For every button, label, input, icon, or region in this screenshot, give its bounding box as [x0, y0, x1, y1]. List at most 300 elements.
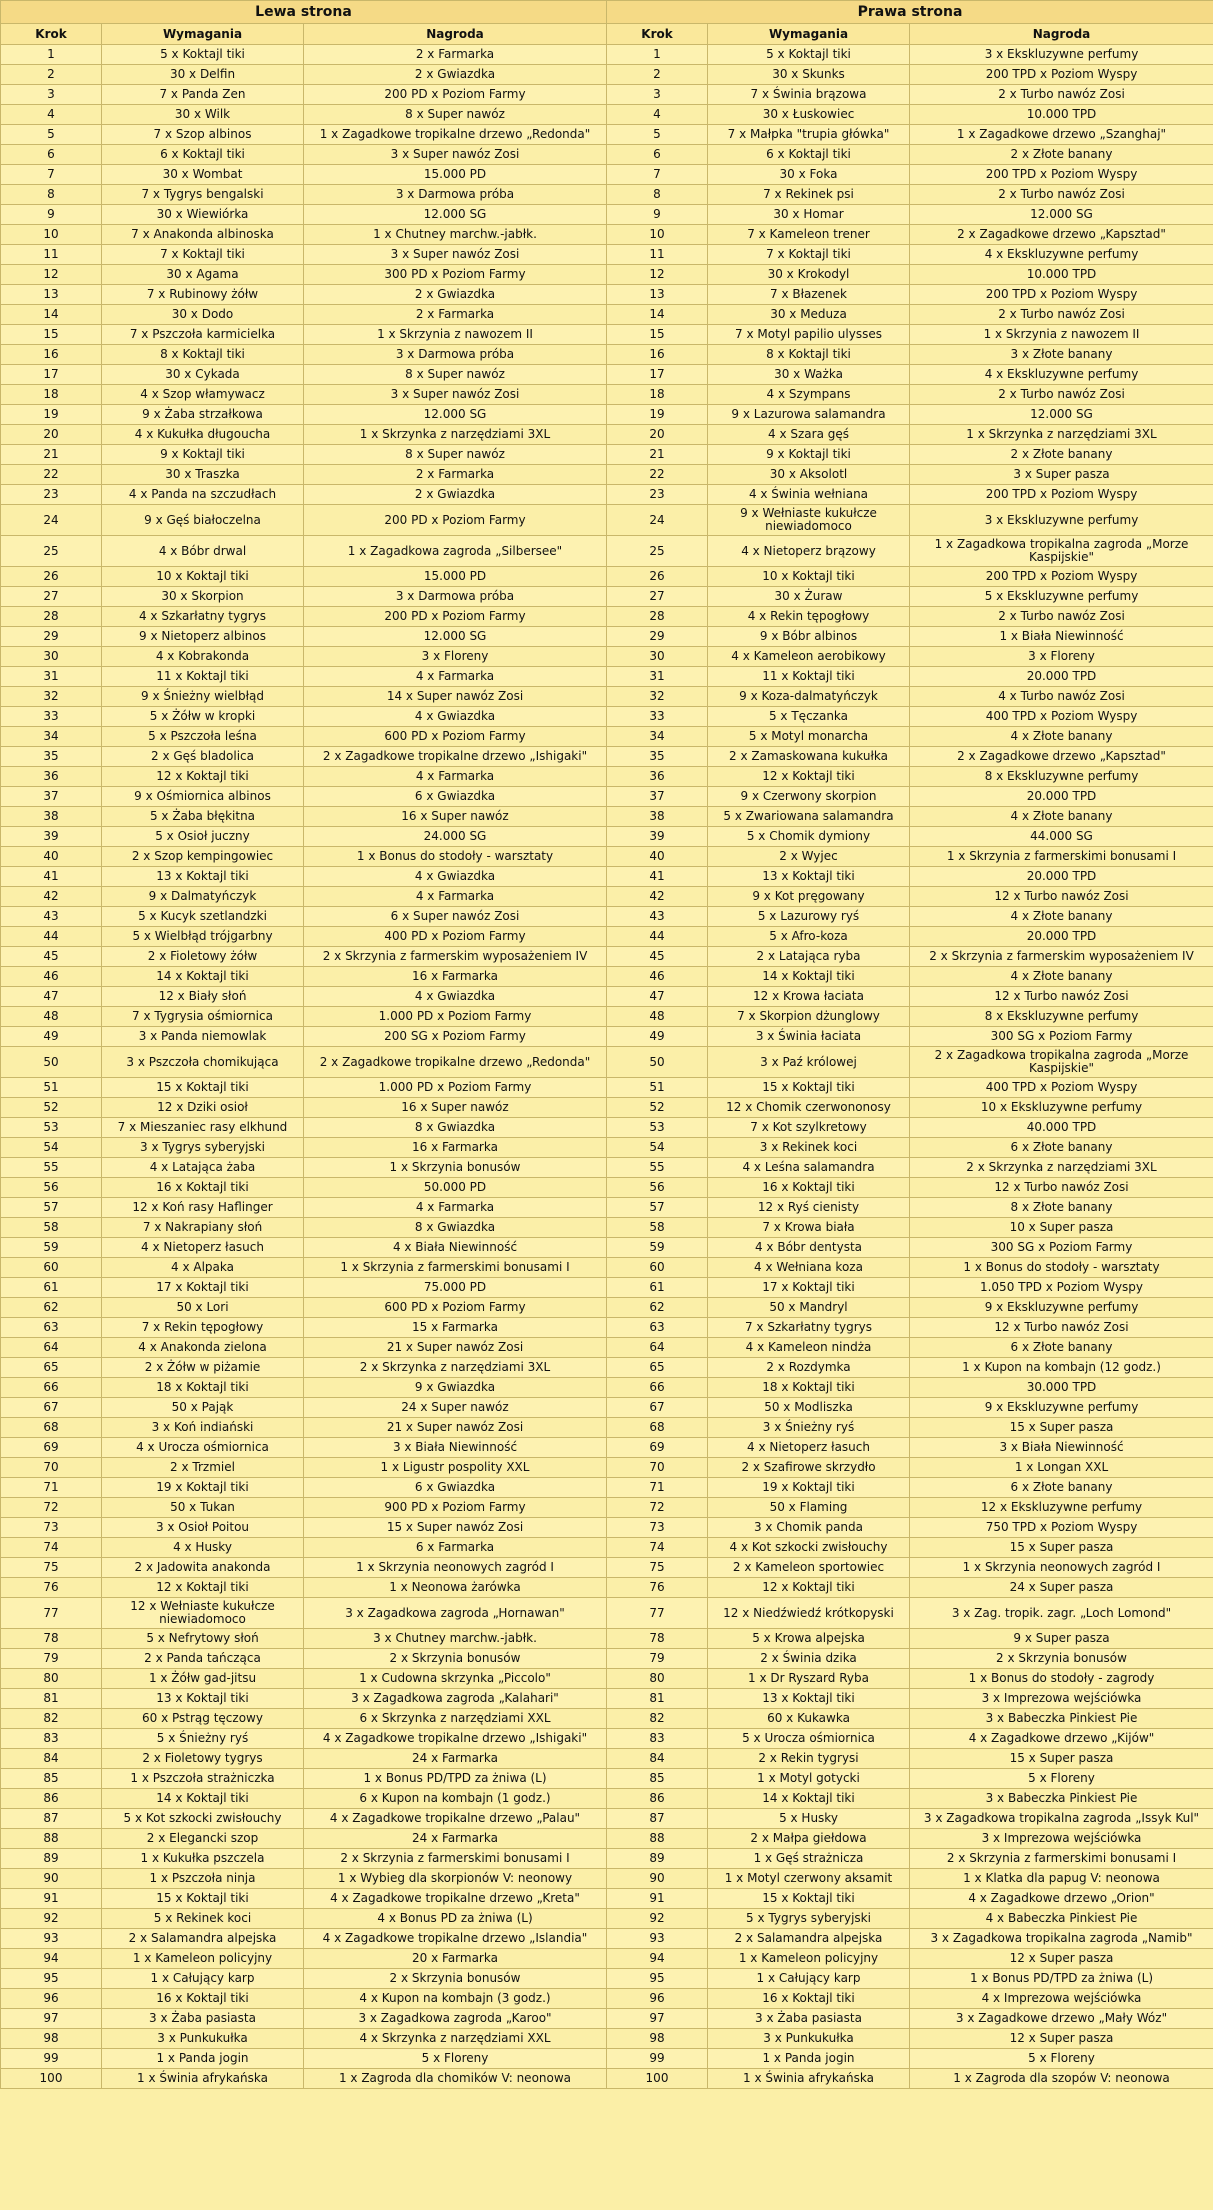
left-requirement-cell: 9 x Koktajl tiki: [102, 445, 304, 465]
table-row: [1, 807, 1213, 827]
left-requirement-cell: 9 x Gęś białoczelna: [102, 505, 304, 536]
right-reward-cell: 1 x Longan XXL: [910, 1458, 1213, 1478]
table-row: [1, 1258, 1213, 1278]
left-reward-cell: 1 x Ligustr pospolity XXL: [304, 1458, 607, 1478]
right-reward-cell: 15 x Super pasza: [910, 1538, 1213, 1558]
left-requirement-cell: 9 x Żaba strzałkowa: [102, 405, 304, 425]
left-requirement-cell: 7 x Koktajl tiki: [102, 245, 304, 265]
right-requirement-cell: 1 x Gęś strażnicza: [708, 1849, 910, 1869]
right-reward-cell: 4 x Imprezowa wejściówka: [910, 1989, 1213, 2009]
left-reward-cell: 4 x Kupon na kombajn (3 godz.): [304, 1989, 607, 2009]
left-requirement-cell: 19 x Koktajl tiki: [102, 1478, 304, 1498]
left-step-cell: 48: [1, 1007, 102, 1027]
right-reward-cell: 2 x Zagadkowa tropikalna zagroda „Morze Kaspijskie": [910, 1047, 1213, 1078]
left-requirement-cell: 9 x Dalmatyńczyk: [102, 887, 304, 907]
right-reward-cell: 1 x Zagadkowe drzewo „Szanghaj": [910, 125, 1213, 145]
right-requirement-cell: 5 x Lazurowy ryś: [708, 907, 910, 927]
right-reward-cell: 300 SG x Poziom Farmy: [910, 1238, 1213, 1258]
right-step-cell: 9: [607, 205, 708, 225]
left-requirement-cell: 3 x Tygrys syberyjski: [102, 1138, 304, 1158]
right-step-cell: 37: [607, 787, 708, 807]
left-step-cell: 5: [1, 125, 102, 145]
right-requirement-cell: 2 x Szafirowe skrzydło: [708, 1458, 910, 1478]
left-step-cell: 17: [1, 365, 102, 385]
right-step-cell: 58: [607, 1218, 708, 1238]
right-requirement-cell: 30 x Ważka: [708, 365, 910, 385]
left-reward-cell: 16 x Farmarka: [304, 967, 607, 987]
left-requirement-cell: 4 x Kobrakonda: [102, 647, 304, 667]
right-step-cell: 88: [607, 1829, 708, 1849]
left-reward-cell: 14 x Super nawóz Zosi: [304, 687, 607, 707]
left-step-cell: 22: [1, 465, 102, 485]
left-step-cell: 68: [1, 1418, 102, 1438]
right-reward-cell: 4 x Babeczka Pinkiest Pie: [910, 1909, 1213, 1929]
left-step-cell: 7: [1, 165, 102, 185]
left-requirement-cell: 7 x Mieszaniec rasy elkhund: [102, 1118, 304, 1138]
side-header-row: [1, 1, 1213, 24]
right-step-cell: 63: [607, 1318, 708, 1338]
right-step-cell: 42: [607, 887, 708, 907]
left-requirement-cell: 2 x Salamandra alpejska: [102, 1929, 304, 1949]
left-step-cell: 6: [1, 145, 102, 165]
right-requirement-cell: 11 x Koktajl tiki: [708, 667, 910, 687]
right-reward-cell: 12 x Super pasza: [910, 2029, 1213, 2049]
right-step-cell: 90: [607, 1869, 708, 1889]
table-row: [1, 385, 1213, 405]
table-row: [1, 887, 1213, 907]
left-requirement-cell: 4 x Kukułka długoucha: [102, 425, 304, 445]
left-requirement-cell: 15 x Koktajl tiki: [102, 1889, 304, 1909]
right-reward-cell: 1 x Bonus do stodoły - warsztaty: [910, 1258, 1213, 1278]
right-requirement-cell: 2 x Latająca ryba: [708, 947, 910, 967]
left-reward-cell: 400 PD x Poziom Farmy: [304, 927, 607, 947]
left-step-cell: 36: [1, 767, 102, 787]
left-reward-cell: 5 x Floreny: [304, 2049, 607, 2069]
left-reward-cell: 200 PD x Poziom Farmy: [304, 85, 607, 105]
right-step-cell: 71: [607, 1478, 708, 1498]
right-reward-cell: 9 x Super pasza: [910, 1629, 1213, 1649]
left-requirement-cell: 12 x Dziki osioł: [102, 1098, 304, 1118]
right-step-cell: 62: [607, 1298, 708, 1318]
table-row: [1, 707, 1213, 727]
right-requirement-cell: 30 x Foka: [708, 165, 910, 185]
right-reward-cell: 12 x Turbo nawóz Zosi: [910, 987, 1213, 1007]
left-reward-cell: 4 x Skrzynka z narzędziami XXL: [304, 2029, 607, 2049]
right-requirement-cell: 2 x Kameleon sportowiec: [708, 1558, 910, 1578]
left-step-cell: 34: [1, 727, 102, 747]
right-requirement-cell: 7 x Kot szylkretowy: [708, 1118, 910, 1138]
right-requirement-cell: 9 x Wełniaste kukułcze niewiadomoco: [708, 505, 910, 536]
left-reward-cell: 1 x Skrzynia neonowych zagród I: [304, 1558, 607, 1578]
left-step-cell: 21: [1, 445, 102, 465]
left-reward-cell: 12.000 SG: [304, 205, 607, 225]
left-step-cell: 1: [1, 45, 102, 65]
right-step-cell: 33: [607, 707, 708, 727]
left-step-cell: 85: [1, 1769, 102, 1789]
left-requirement-cell: 13 x Koktajl tiki: [102, 1689, 304, 1709]
left-step-cell: 19: [1, 405, 102, 425]
left-step-cell: 44: [1, 927, 102, 947]
left-requirement-cell: 7 x Rekin tępogłowy: [102, 1318, 304, 1338]
left-step-cell: 93: [1, 1929, 102, 1949]
left-step-cell: 61: [1, 1278, 102, 1298]
right-reward-cell: 4 x Złote banany: [910, 727, 1213, 747]
right-requirement-cell: 4 x Bóbr dentysta: [708, 1238, 910, 1258]
right-step-cell: 57: [607, 1198, 708, 1218]
right-reward-cell: 1.050 TPD x Poziom Wyspy: [910, 1278, 1213, 1298]
right-reward-cell: 15 x Super pasza: [910, 1418, 1213, 1438]
table-row: [1, 1949, 1213, 1969]
left-requirement-cell: 10 x Koktajl tiki: [102, 567, 304, 587]
left-reward-cell: 2 x Gwiazdka: [304, 485, 607, 505]
right-step-cell: 2: [607, 65, 708, 85]
right-step-cell: 56: [607, 1178, 708, 1198]
right-requirement-cell: 3 x Paź królowej: [708, 1047, 910, 1078]
left-reward-cell: 1.000 PD x Poziom Farmy: [304, 1078, 607, 1098]
left-reward-cell: 6 x Farmarka: [304, 1538, 607, 1558]
right-requirement-cell: 9 x Czerwony skorpion: [708, 787, 910, 807]
left-requirement-cell: 1 x Świnia afrykańska: [102, 2069, 304, 2089]
right-requirement-cell: 13 x Koktajl tiki: [708, 1689, 910, 1709]
right-requirement-cell: 50 x Modliszka: [708, 1398, 910, 1418]
left-requirement-cell: 7 x Panda Zen: [102, 85, 304, 105]
left-step-cell: 23: [1, 485, 102, 505]
left-step-cell: 11: [1, 245, 102, 265]
right-step-cell: 52: [607, 1098, 708, 1118]
right-requirement-cell: 1 x Motyl czerwony aksamit: [708, 1869, 910, 1889]
right-requirement-cell: 7 x Koktajl tiki: [708, 245, 910, 265]
right-reward-cell: 5 x Floreny: [910, 2049, 1213, 2069]
left-reward-cell: 15.000 PD: [304, 567, 607, 587]
left-reward-cell: 1 x Zagadkowa zagroda „Silbersee": [304, 536, 607, 567]
table-row: [1, 1198, 1213, 1218]
right-reward-cell: 20.000 TPD: [910, 867, 1213, 887]
left-reward-cell: 2 x Skrzynia bonusów: [304, 1969, 607, 1989]
right-requirement-cell: 12 x Krowa łaciata: [708, 987, 910, 1007]
table-row: [1, 1378, 1213, 1398]
left-requirement-cell: 1 x Kukułka pszczela: [102, 1849, 304, 1869]
right-requirement-cell: 16 x Koktajl tiki: [708, 1178, 910, 1198]
left-requirement-cell: 1 x Kameleon policyjny: [102, 1949, 304, 1969]
right-reward-cell: 12 x Super pasza: [910, 1949, 1213, 1969]
right-requirement-cell: 2 x Wyjec: [708, 847, 910, 867]
right-requirement-cell: 2 x Rekin tygrysi: [708, 1749, 910, 1769]
column-header-row: [1, 24, 1213, 45]
left-step-cell: 14: [1, 305, 102, 325]
table-row: [1, 65, 1213, 85]
right-requirement-cell: 14 x Koktajl tiki: [708, 967, 910, 987]
right-requirement-cell: 3 x Śnieżny ryś: [708, 1418, 910, 1438]
left-reward-cell: 6 x Super nawóz Zosi: [304, 907, 607, 927]
right-reward-cell: 8 x Ekskluzywne perfumy: [910, 767, 1213, 787]
left-requirement-cell: 4 x Szop włamywacz: [102, 385, 304, 405]
left-step-cell: 74: [1, 1538, 102, 1558]
right-requirement-cell: 7 x Krowa biała: [708, 1218, 910, 1238]
right-step-cell: 86: [607, 1789, 708, 1809]
right-step-cell: 14: [607, 305, 708, 325]
right-reward-cell: 2 x Złote banany: [910, 145, 1213, 165]
right-requirement-cell: 30 x Żuraw: [708, 587, 910, 607]
right-requirement-cell: 3 x Chomik panda: [708, 1518, 910, 1538]
right-step-cell: 24: [607, 505, 708, 536]
table-row: [1, 1418, 1213, 1438]
left-reward-cell: 3 x Super nawóz Zosi: [304, 385, 607, 405]
right-step-cell: 40: [607, 847, 708, 867]
left-reward-cell: 3 x Zagadkowa zagroda „Hornawan": [304, 1598, 607, 1629]
left-step-cell: 78: [1, 1629, 102, 1649]
left-reward-cell: 1 x Skrzynia z nawozem II: [304, 325, 607, 345]
left-step-cell: 15: [1, 325, 102, 345]
left-reward-cell: 1 x Wybieg dla skorpionów V: neonowy: [304, 1869, 607, 1889]
left-step-cell: 41: [1, 867, 102, 887]
right-requirement-cell: 8 x Koktajl tiki: [708, 345, 910, 365]
right-requirement-cell: 30 x Meduza: [708, 305, 910, 325]
right-requirement-cell: 4 x Kameleon nindża: [708, 1338, 910, 1358]
left-requirement-cell: 9 x Ośmiornica albinos: [102, 787, 304, 807]
right-reward-cell: 3 x Biała Niewinność: [910, 1438, 1213, 1458]
right-requirement-cell: 7 x Rekinek psi: [708, 185, 910, 205]
right-step-cell: 85: [607, 1769, 708, 1789]
right-step-cell: 7: [607, 165, 708, 185]
right-reward-cell: 3 x Babeczka Pinkiest Pie: [910, 1789, 1213, 1809]
right-reward-cell: 2 x Zagadkowe drzewo „Kapsztad": [910, 747, 1213, 767]
right-requirement-cell: 1 x Całujący karp: [708, 1969, 910, 1989]
left-reward-cell: 12.000 SG: [304, 405, 607, 425]
table-row: [1, 667, 1213, 687]
right-reward-cell: 3 x Zagadkowa tropikalna zagroda „Issyk Kul": [910, 1809, 1213, 1829]
right-step-cell: 47: [607, 987, 708, 1007]
right-requirement-cell: 2 x Zamaskowana kukułka: [708, 747, 910, 767]
table-row: [1, 445, 1213, 465]
right-reward-cell: 12 x Turbo nawóz Zosi: [910, 887, 1213, 907]
right-requirement-cell: 9 x Koktajl tiki: [708, 445, 910, 465]
left-step-cell: 76: [1, 1578, 102, 1598]
table-row: [1, 505, 1213, 536]
table-row: [1, 1689, 1213, 1709]
right-step-cell: 49: [607, 1027, 708, 1047]
left-step-cell: 13: [1, 285, 102, 305]
left-step-cell: 30: [1, 647, 102, 667]
right-reward-cell: 1 x Skrzynia z nawozem II: [910, 325, 1213, 345]
right-reward-cell: 200 TPD x Poziom Wyspy: [910, 567, 1213, 587]
right-requirement-cell: 1 x Kameleon policyjny: [708, 1949, 910, 1969]
table-row: [1, 947, 1213, 967]
left-requirement-cell: 7 x Tygrysia ośmiornica: [102, 1007, 304, 1027]
right-reward-cell: 10.000 TPD: [910, 265, 1213, 285]
table-row: [1, 1789, 1213, 1809]
left-step-cell: 86: [1, 1789, 102, 1809]
left-requirement-cell: 13 x Koktajl tiki: [102, 867, 304, 887]
right-reward-cell: 4 x Złote banany: [910, 967, 1213, 987]
table-row: [1, 1338, 1213, 1358]
right-step-cell: 64: [607, 1338, 708, 1358]
left-step-cell: 79: [1, 1649, 102, 1669]
right-side-title: Prawa strona: [607, 1, 1213, 24]
right-reward-cell: 6 x Złote banany: [910, 1478, 1213, 1498]
right-step-cell: 60: [607, 1258, 708, 1278]
right-step-cell: 84: [607, 1749, 708, 1769]
left-requirement-cell: 3 x Koń indiański: [102, 1418, 304, 1438]
left-reward-cell: 2 x Gwiazdka: [304, 65, 607, 85]
table-row: [1, 1498, 1213, 1518]
right-requirement-cell: 18 x Koktajl tiki: [708, 1378, 910, 1398]
left-requirement-cell: 2 x Panda tańcząca: [102, 1649, 304, 1669]
right-reward-cell: 750 TPD x Poziom Wyspy: [910, 1518, 1213, 1538]
right-requirement-cell: 7 x Skorpion dżunglowy: [708, 1007, 910, 1027]
left-step-cell: 2: [1, 65, 102, 85]
right-requirement-cell: 10 x Koktajl tiki: [708, 567, 910, 587]
table-row: [1, 1047, 1213, 1078]
right-reward-cell: 2 x Zagadkowe drzewo „Kapsztad": [910, 225, 1213, 245]
table-row: [1, 1989, 1213, 2009]
left-step-cell: 64: [1, 1338, 102, 1358]
left-reward-cell: 4 x Zagadkowe tropikalne drzewo „Islandia": [304, 1929, 607, 1949]
right-reward-cell: 2 x Skrzynia z farmerskimi bonusami I: [910, 1849, 1213, 1869]
left-reward-cell: 8 x Super nawóz: [304, 445, 607, 465]
left-requirement-cell: 15 x Koktajl tiki: [102, 1078, 304, 1098]
left-reward-cell: 15 x Farmarka: [304, 1318, 607, 1338]
right-reward-cell: 200 TPD x Poziom Wyspy: [910, 65, 1213, 85]
table-row: [1, 1909, 1213, 1929]
right-reward-cell: 4 x Zagadkowe drzewo „Orion": [910, 1889, 1213, 1909]
right-reward-cell: 2 x Turbo nawóz Zosi: [910, 305, 1213, 325]
left-reward-cell: 20 x Farmarka: [304, 1949, 607, 1969]
right-step-cell: 30: [607, 647, 708, 667]
right-reward-cell: 15 x Super pasza: [910, 1749, 1213, 1769]
left-step-cell: 95: [1, 1969, 102, 1989]
left-reward-cell: 4 x Farmarka: [304, 767, 607, 787]
right-step-cell: 6: [607, 145, 708, 165]
left-step-cell: 96: [1, 1989, 102, 2009]
right-step-cell: 3: [607, 85, 708, 105]
left-requirement-cell: 1 x Pszczoła ninja: [102, 1869, 304, 1889]
right-step-cell: 69: [607, 1438, 708, 1458]
table-row: [1, 285, 1213, 305]
right-requirement-cell: 15 x Koktajl tiki: [708, 1078, 910, 1098]
left-reward-cell: 6 x Kupon na kombajn (1 godz.): [304, 1789, 607, 1809]
right-requirement-cell: 3 x Żaba pasiasta: [708, 2009, 910, 2029]
left-requirement-cell: 6 x Koktajl tiki: [102, 145, 304, 165]
left-requirement-cell: 30 x Dodo: [102, 305, 304, 325]
right-reward-cell: 40.000 TPD: [910, 1118, 1213, 1138]
left-requirement-cell: 50 x Lori: [102, 1298, 304, 1318]
right-step-cell: 98: [607, 2029, 708, 2049]
left-side-title: Lewa strona: [1, 1, 607, 24]
right-requirement-cell: 1 x Motyl gotycki: [708, 1769, 910, 1789]
left-step-cell: 84: [1, 1749, 102, 1769]
right-requirement-cell: 5 x Chomik dymiony: [708, 827, 910, 847]
left-requirement-cell: 12 x Koń rasy Haflinger: [102, 1198, 304, 1218]
left-reward-cell: 4 x Zagadkowe tropikalne drzewo „Palau": [304, 1809, 607, 1829]
left-step-cell: 75: [1, 1558, 102, 1578]
left-requirement-cell: 1 x Żółw gad-jitsu: [102, 1669, 304, 1689]
left-reward-cell: 6 x Gwiazdka: [304, 1478, 607, 1498]
left-reward-cell: 2 x Skrzynka z narzędziami 3XL: [304, 1358, 607, 1378]
table-row: [1, 536, 1213, 567]
left-requirement-cell: 2 x Żółw w piżamie: [102, 1358, 304, 1378]
right-step-cell: 51: [607, 1078, 708, 1098]
right-step-cell: 18: [607, 385, 708, 405]
right-reward-cell: 20.000 TPD: [910, 667, 1213, 687]
left-reward-cell: 2 x Zagadkowe tropikalne drzewo „Redonda": [304, 1047, 607, 1078]
table-row: [1, 305, 1213, 325]
left-reward-cell: 1 x Neonowa żarówka: [304, 1578, 607, 1598]
right-step-cell: 78: [607, 1629, 708, 1649]
left-reward-cell: 1 x Skrzynia bonusów: [304, 1158, 607, 1178]
left-step-cell: 3: [1, 85, 102, 105]
left-requirement-cell: 4 x Panda na szczudłach: [102, 485, 304, 505]
right-requirement-cell: 5 x Koktajl tiki: [708, 45, 910, 65]
right-requirement-cell: 5 x Urocza ośmiornica: [708, 1729, 910, 1749]
right-requirement-cell: 7 x Małpka "trupia główka": [708, 125, 910, 145]
right-requirement-cell: 30 x Homar: [708, 205, 910, 225]
left-step-cell: 81: [1, 1689, 102, 1709]
right-reward-cell: 4 x Złote banany: [910, 907, 1213, 927]
left-requirement-cell: 7 x Szop albinos: [102, 125, 304, 145]
right-reward-cell: 6 x Złote banany: [910, 1138, 1213, 1158]
right-step-cell: 100: [607, 2069, 708, 2089]
left-step-cell: 10: [1, 225, 102, 245]
right-requirement-cell: 7 x Błazenek: [708, 285, 910, 305]
right-step-cell: 22: [607, 465, 708, 485]
right-step-cell: 8: [607, 185, 708, 205]
left-requirement-cell: 5 x Nefrytowy słoń: [102, 1629, 304, 1649]
table-row: [1, 325, 1213, 345]
left-step-cell: 87: [1, 1809, 102, 1829]
right-step-cell: 92: [607, 1909, 708, 1929]
right-step-cell: 99: [607, 2049, 708, 2069]
right-reward-cell: 10 x Super pasza: [910, 1218, 1213, 1238]
right-requirement-cell: 30 x Aksolotl: [708, 465, 910, 485]
left-reward-cell: 2 x Skrzynia z farmerskim wyposażeniem IV: [304, 947, 607, 967]
right-reward-cell: 4 x Złote banany: [910, 807, 1213, 827]
table-row: [1, 365, 1213, 385]
left-requirement-cell: 30 x Cykada: [102, 365, 304, 385]
right-step-cell: 61: [607, 1278, 708, 1298]
left-reward-cell: 4 x Gwiazdka: [304, 707, 607, 727]
left-requirement-cell: 12 x Wełniaste kukułcze niewiadomoco: [102, 1598, 304, 1629]
left-reward-cell: 8 x Super nawóz: [304, 365, 607, 385]
left-step-cell: 31: [1, 667, 102, 687]
left-step-cell: 82: [1, 1709, 102, 1729]
left-requirement-cell: 5 x Kot szkocki zwisłouchy: [102, 1809, 304, 1829]
right-reward-cell: 200 TPD x Poziom Wyspy: [910, 285, 1213, 305]
table-row: [1, 1298, 1213, 1318]
table-row: [1, 747, 1213, 767]
table-row: [1, 1558, 1213, 1578]
left-requirement-cell: 30 x Wiewiórka: [102, 205, 304, 225]
right-reward-cell: 3 x Imprezowa wejściówka: [910, 1829, 1213, 1849]
right-step-cell: 32: [607, 687, 708, 707]
left-requirement-cell: 5 x Żaba błękitna: [102, 807, 304, 827]
left-reward-cell: 9 x Gwiazdka: [304, 1378, 607, 1398]
table-row: [1, 1098, 1213, 1118]
table-row: [1, 145, 1213, 165]
table-row: [1, 987, 1213, 1007]
right-reward-cell: 10 x Ekskluzywne perfumy: [910, 1098, 1213, 1118]
left-requirement-cell: 60 x Pstrąg tęczowy: [102, 1709, 304, 1729]
left-reward-cell: 24.000 SG: [304, 827, 607, 847]
left-step-cell: 88: [1, 1829, 102, 1849]
right-step-cell: 15: [607, 325, 708, 345]
left-step-cell: 59: [1, 1238, 102, 1258]
right-step-cell: 5: [607, 125, 708, 145]
left-step-cell: 51: [1, 1078, 102, 1098]
left-step-cell: 46: [1, 967, 102, 987]
table-row: [1, 1438, 1213, 1458]
right-reward-cell: 12 x Turbo nawóz Zosi: [910, 1178, 1213, 1198]
left-step-cell: 57: [1, 1198, 102, 1218]
